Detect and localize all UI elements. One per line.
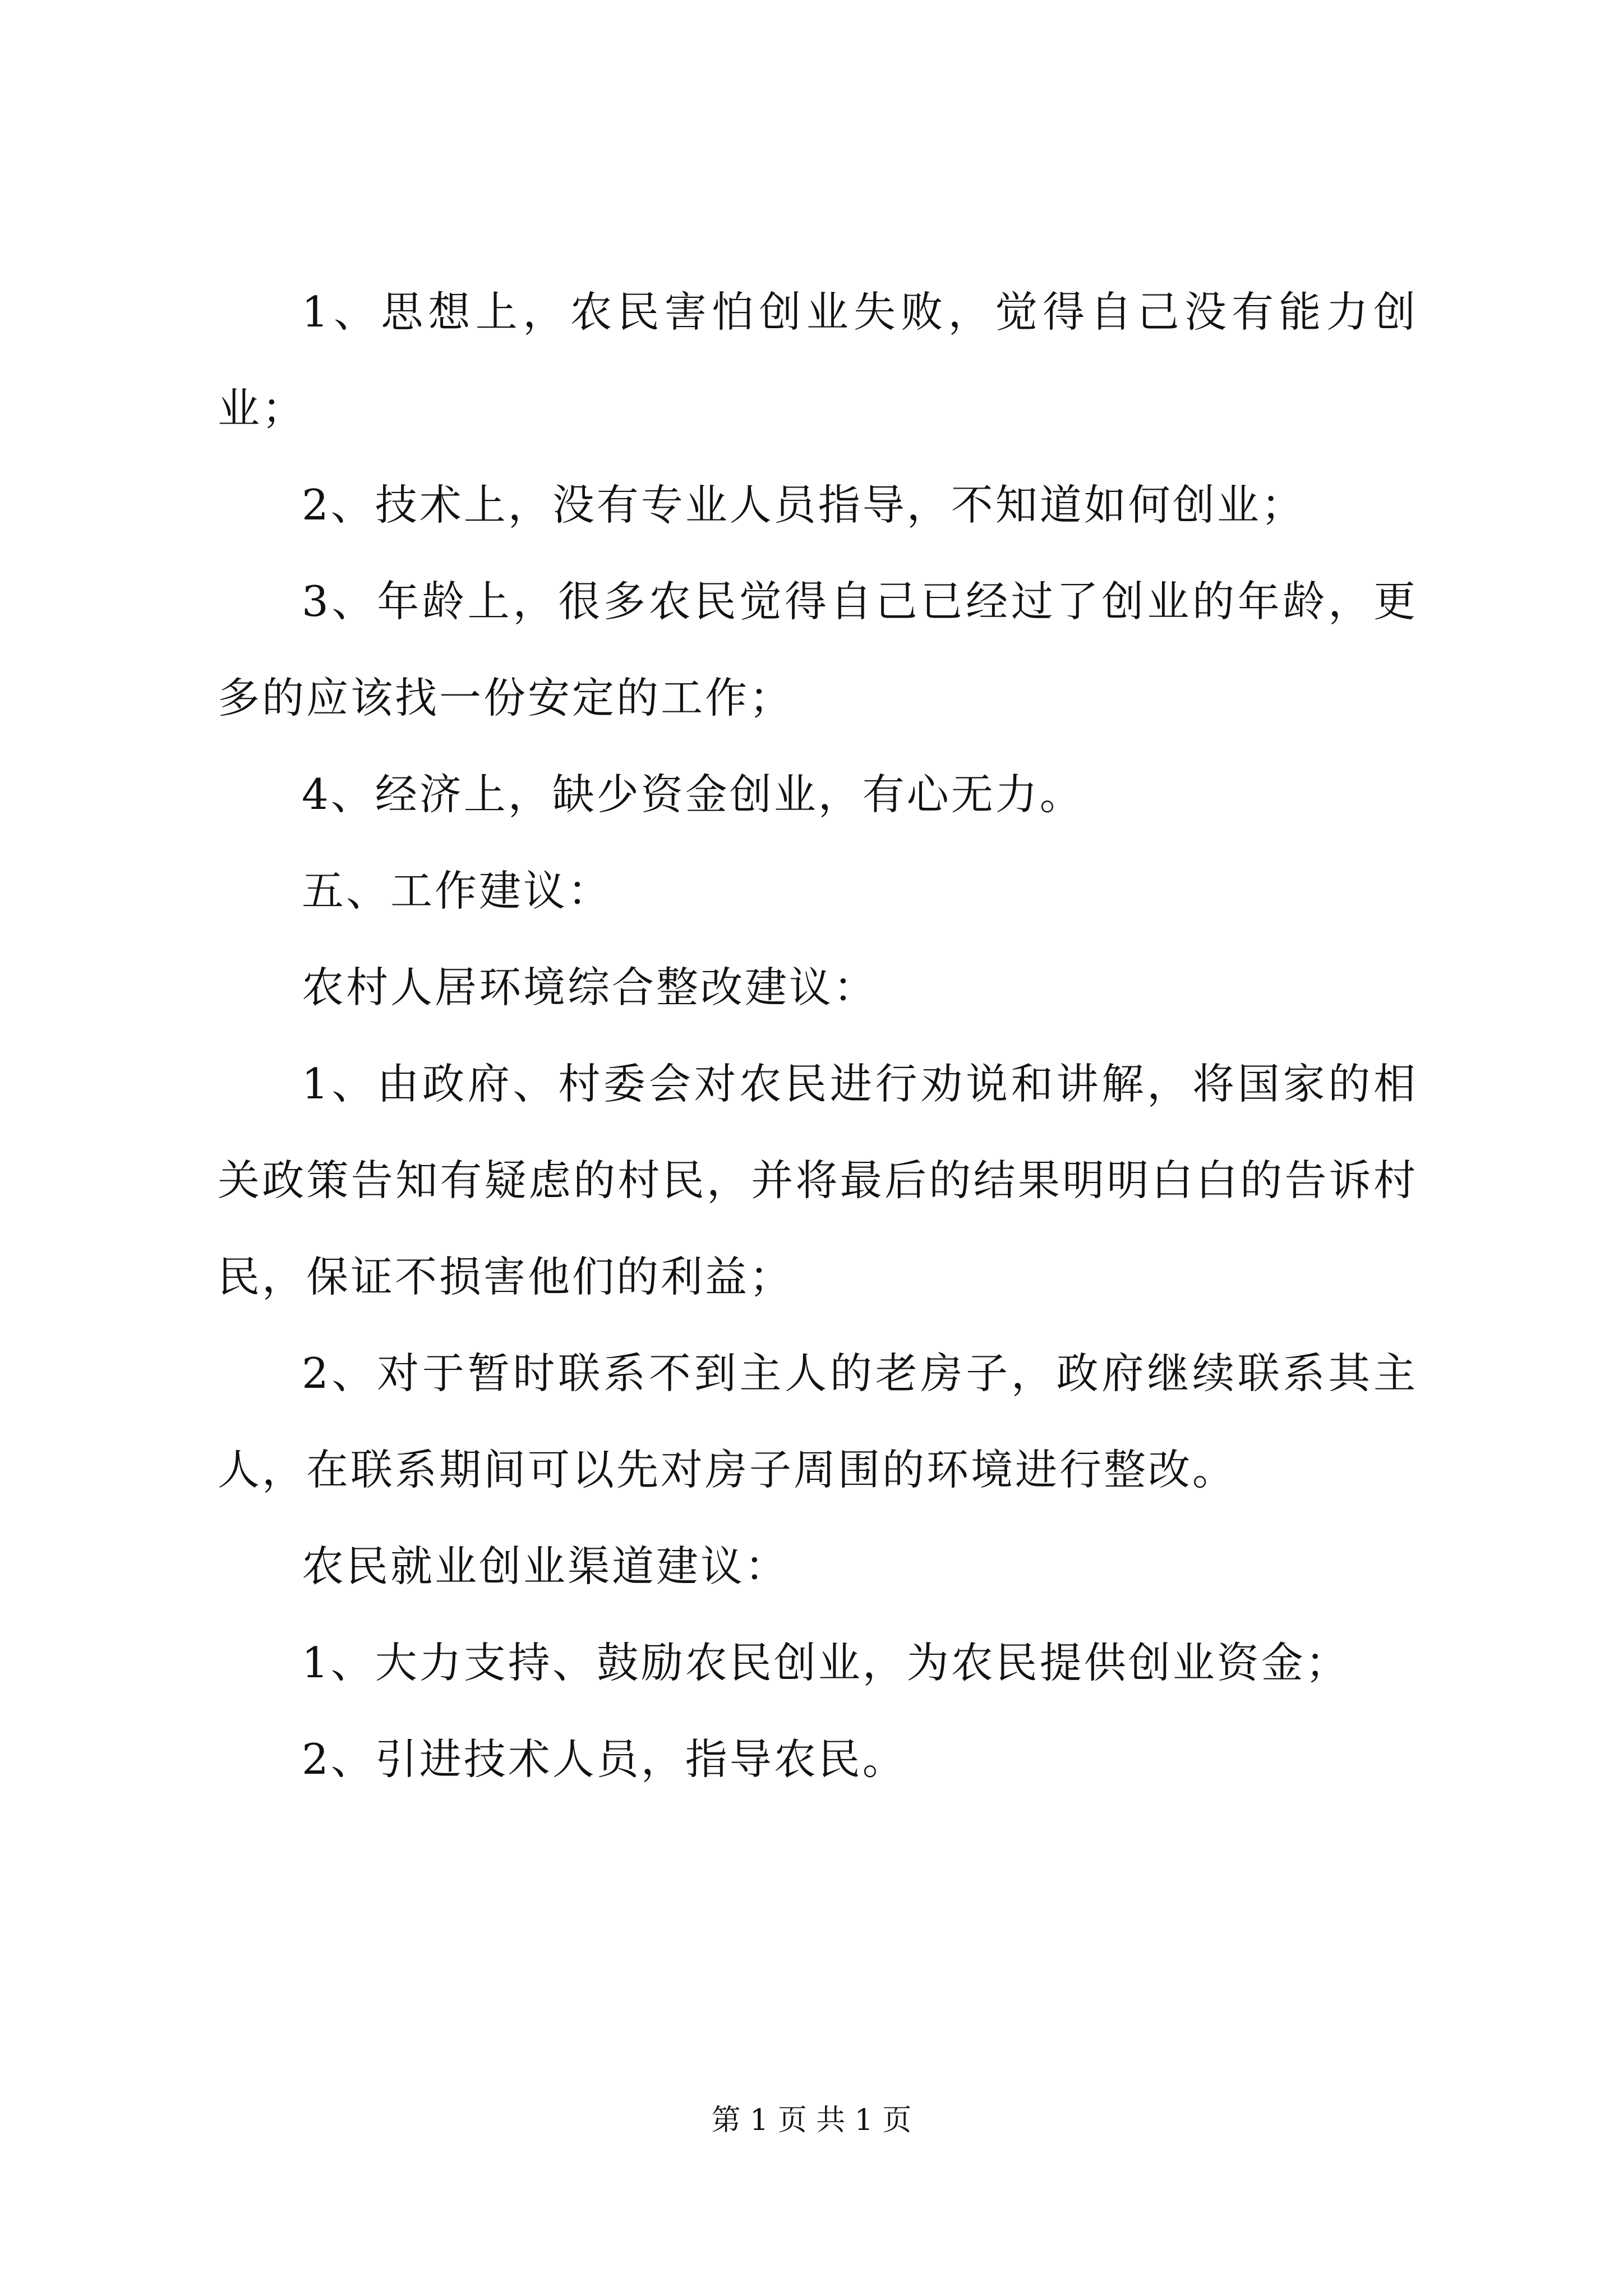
paragraph-suggestion-technicians: 2、引进技术人员，指导农民。 (302, 1734, 907, 1784)
subheading-living-environment: 农村人居环境综合整改建议： (302, 963, 878, 1012)
paragraph-economic-obstacle: 4、经济上，缺少资金创业，有心无力。 (302, 770, 1084, 819)
paragraph-suggestion-persuasion: 1、由政府、村委会对农民进行劝说和讲解，将国家的相关政策告知有疑虑的村民，并将最后的结果明明白白的告诉村民，保证不损害他们的利益； (218, 1059, 1418, 1301)
paragraph-age-obstacle: 3、年龄上，很多农民觉得自己已经过了创业的年龄，更多的应该找一份安定的工作； (218, 577, 1418, 723)
paragraph-suggestion-old-houses: 2、对于暂时联系不到主人的老房子，政府继续联系其主人，在联系期间可以先对房子周围的环境进行整改。 (218, 1349, 1418, 1494)
subheading-employment-channels: 农民就业创业渠道建议： (302, 1542, 790, 1591)
paragraph-suggestion-funding: 1、大力支持、鼓励农民创业，为农民提供创业资金； (302, 1638, 1350, 1687)
paragraph-thinking-obstacle: 1、思想上，农民害怕创业失败，觉得自己没有能力创业； (218, 287, 1418, 433)
paragraph-technical-obstacle: 2、技术上，没有专业人员指导，不知道如何创业； (302, 480, 1306, 530)
section-heading-work-suggestions: 五、工作建议： (302, 866, 612, 915)
document-body (218, 264, 1418, 1807)
page-number-footer: 第 1 页 共 1 页 (711, 2104, 912, 2137)
